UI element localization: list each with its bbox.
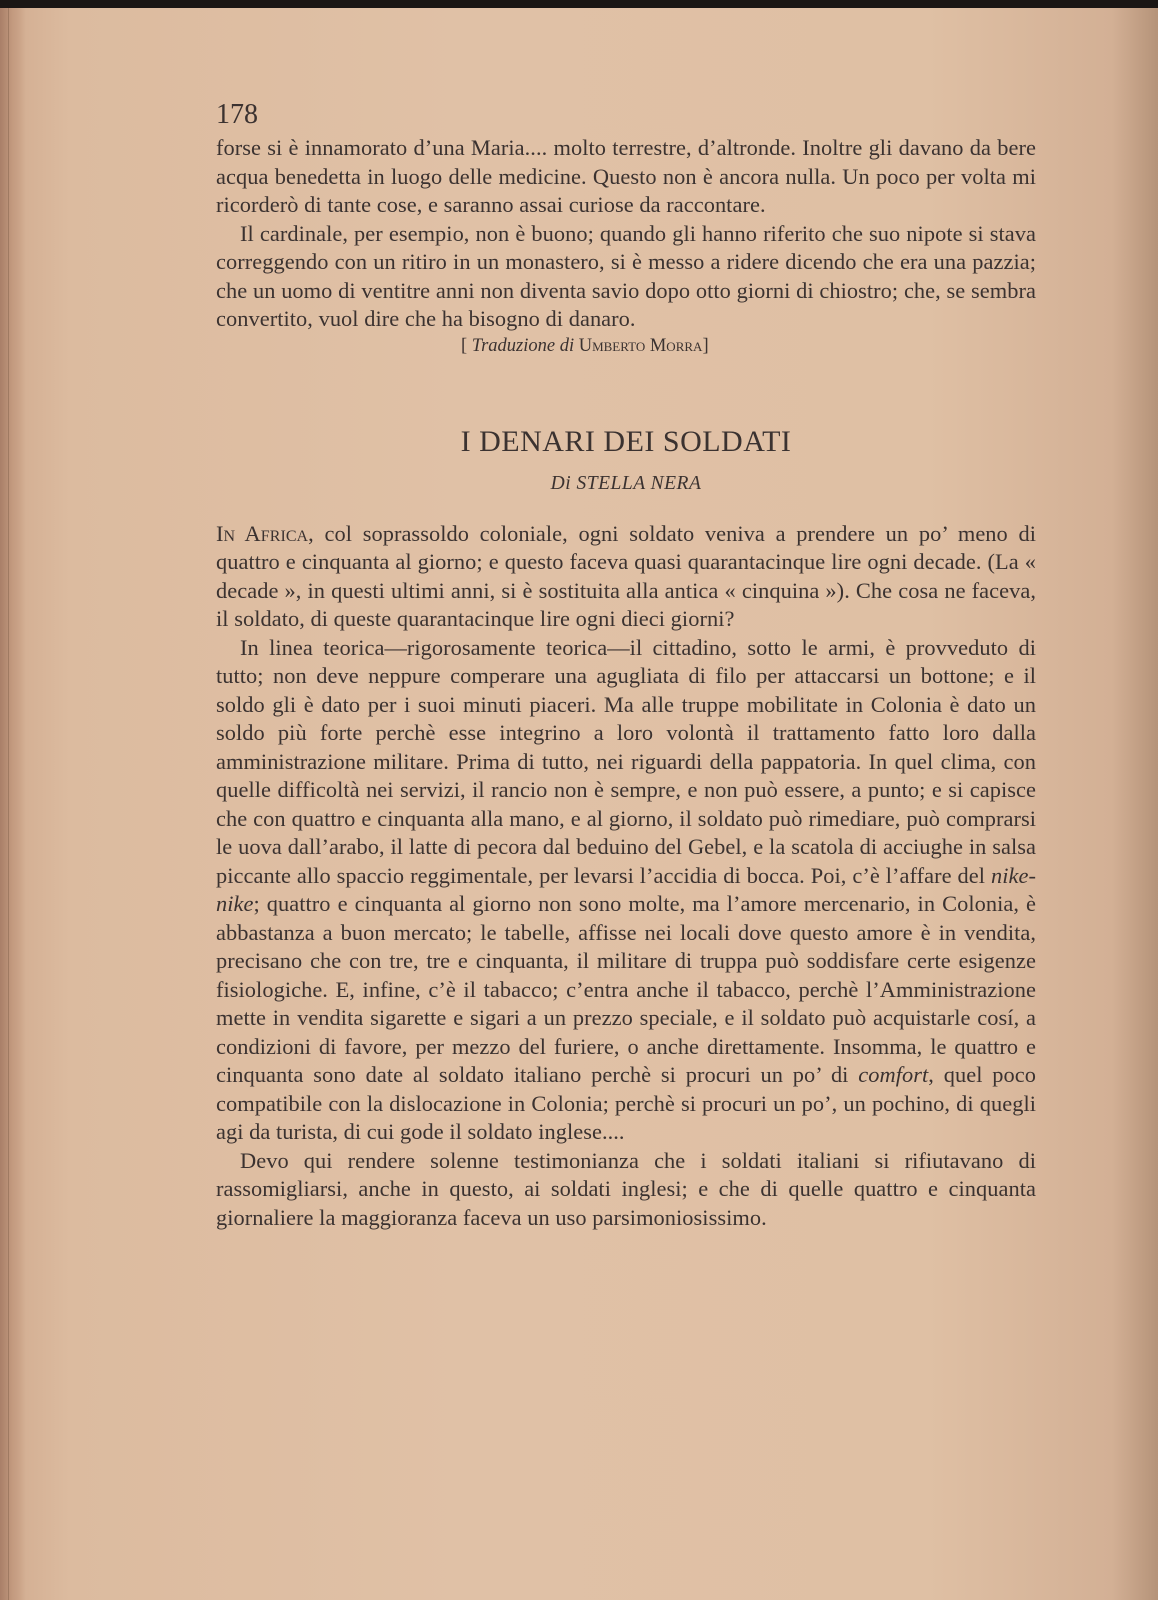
article-lead-in: In Africa, bbox=[216, 520, 314, 546]
article-paragraph-2 bbox=[216, 634, 1036, 1147]
article-italic-term-1: nike-nike bbox=[216, 862, 1036, 916]
continuation-paragraph-1: forse si è innamorato d’una Maria.... molto terrestre, d’altronde. Inoltre gli davano da bere acqua benedetta in luogo delle medicine. Questo non è ancora nulla. Un poco per volta mi ricorderò di tante cose, e saranno assai curiose da raccontare. bbox=[216, 135, 1036, 217]
article-paragraph-3: Devo qui rendere solenne testimonianza che i soldati italiani si rifiutavano di rassomigliarsi, anche in questo, ai soldati inglesi; e che di quelle quattro e cinquanta giornaliere la maggioranza faceva un uso parsimoniosissimo. bbox=[216, 1147, 1036, 1230]
article-paragraph-2-text-a: In linea teorica—rigorosamente teorica—il cittadino, sotto le armi, è provveduto di tutto; non deve neppure comperare una agugliata di filo per attaccarsi un bottone; e il soldo gli è dato per i suoi minuti piaceri. Ma alle truppe mobilitate in Colonia è dato un soldo più forte perchè esse integrino a loro volontà il trattamento fatto loro dalla amministrazione militare. Prima di tutto, nei riguardi della pappatoria. In quel clima, con quelle difficoltà nei servizi, il rancio non è sempre, e non può essere, a punto; e si capisce che con quattro e cinquanta alla mano, e al giorno, il soldato può rimediare, può comprarsi le uova dall’arabo, il latte di pecora dal beduino del Gebel, e la scatola di acciughe in salsa piccante allo spaccio reggimentale, per levarsi l’accidia di bocca. Poi, c’è l’affare del bbox=[216, 634, 1036, 888]
article-paragraph-1-text: col soprassoldo coloniale, ogni soldato veniva a prendere un po’ meno di quattro e cinquanta al giorno; e questo faceva quasi quarantacinque lire ogni decade. (La « decade », in questi ultimi anni, si è sostituita alla antica « cinquina »). Che cosa ne faceva, il soldato, di queste quarantacinque lire ogni dieci giorni? bbox=[216, 520, 1036, 631]
article-italic-term-2: comfort bbox=[858, 1062, 929, 1087]
book-page bbox=[0, 8, 1158, 1600]
article-byline: Di STELLA NERA bbox=[550, 472, 702, 494]
translator-bracket-close: ] bbox=[702, 335, 709, 356]
article-paragraph-2-text-c: , quel poco compatibile con la dislocazione in Colonia; perchè si procuri un po’, un pochino, di quegli agi da turista, di cui gode il soldato inglese.... bbox=[216, 1062, 1037, 1144]
page-number: 178 bbox=[216, 99, 258, 130]
page-binding-line bbox=[8, 8, 9, 1600]
page-binding-edge bbox=[0, 8, 26, 1600]
article-paragraph-2-text-b: ; quattro e cinquanta al giorno non sono molte, ma l’amore mercenario, in Colonia, è abbastanza a buon mercato; le tabelle, affisse nei locali dove questo amore è in vendita, precisano che con tre, tre e cinquanta, il militare di truppa può soddisfare certe esigenze fisiologiche. E, infine, c’è il tabacco; c’entra anche il tabacco, perchè l’Amministrazione mette in vendita sigarette e sigari a un prezzo speciale, e il soldato può acquistarle cosí, a condizioni di favore, per mezzo del furiere, o anche direttamente. Insomma, le quattro e cinquanta sono date al soldato italiano perchè si procuri un po’ di bbox=[216, 891, 1036, 1087]
page-content bbox=[216, 100, 1036, 1232]
translator-credit bbox=[461, 334, 1036, 358]
translator-label: Traduzione di bbox=[471, 335, 575, 356]
article-title: I DENARI DEI SOLDATI bbox=[460, 424, 792, 458]
translator-bracket-open: [ bbox=[461, 335, 468, 356]
translator-name: Umberto Morra bbox=[578, 335, 703, 356]
article-paragraph-1 bbox=[216, 520, 1036, 634]
continuation-paragraph-2: Il cardinale, per esempio, non è buono; quando gli hanno riferito che suo nipote si stava correggendo con un ritiro in un monastero, si è messo a ridere dicendo che era una pazzia; che un uomo di ventitre anni non diventa savio dopo otto giorni di chiostro; che, se sembra convertito, vuol dire che ha bisogno di danaro. bbox=[216, 220, 1036, 331]
